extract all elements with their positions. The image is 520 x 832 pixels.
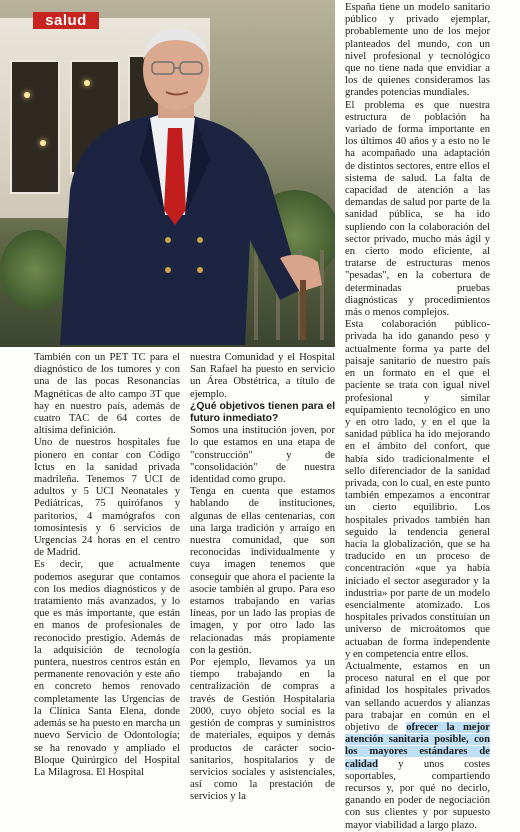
paragraph: Uno de nuestros hospitales fue pionero en contar con Código Ictus en la sanidad privada madrileña. Tenemos 7 UCI de adultos y 5 UCI Neonatales y Pediátricas, 75 quirófanos y paritorios, 4 mamógrafos con tomosíntesis y 6 servicios de Urgencias 24 horas en el centro de Madrid. bbox=[34, 437, 180, 559]
paragraph: Somos una institución joven, por lo que estamos en una etapa de "construcción" y de "consolidación" de nuestra identidad como grupo. bbox=[190, 425, 335, 486]
paragraph-text: Actualmente, estamos en un proceso natural en el que por afinidad los hospitales privados van sellando acuerdos y alianzas para trabajar en común en el objetivo de bbox=[345, 660, 490, 733]
paragraph: Tenga en cuenta que estamos hablando de instituciones, algunas de ellas centenarias, con una larga tradición y arraigo en nuestra comunidad, que son reconocidas individualmente y cuya imagen tenemos que conseguir que ahora el paciente la asocie también al grupo. Para eso estamos trabajando en varias líneas, por un lado las propias de imagen, y por otro lado las relacionadas más propiamente con la gestión. bbox=[190, 486, 335, 656]
article-column-3 bbox=[345, 2, 490, 832]
paragraph: España tiene un modelo sanitario público y privado ejemplar, probablemente uno de los mejor planteados del mundo, con un nivel profesional y tecnológico que no tiene nada que envidiar a los de quienes consideramos las grandes potencias mundiales. bbox=[345, 2, 490, 99]
paragraph: Esta colaboración público-privada ha ido ganando peso y actualmente forma ya parte del paisaje sanitario de nuestro país en un formato en el que el paciente se trata con igual nivel profesional y similar equipamiento tecnológico en uno y en otro lado, y en el que la sanidad pública ha ido mejorando en el ámbito del confort, que había sido tradicionalmente el sello diferenciador de la sanidad privada, con lo cual, en este punto también empezamos a encontrar un cierto equilibrio. Los hospitales privados también han seguido la tendencia general hacia la globalización, que se ha traducido en un proceso de concentración «que ya había iniciado el sector asegurador y la industria» por parte de un modelo esencialmente atomizado. Los hospitales privados constituían un universo de microátomos que actuaban de forma independente y en competencia entre ellos. bbox=[345, 319, 490, 660]
paragraph-last bbox=[345, 661, 490, 832]
paragraph: Por ejemplo, llevamos ya un tiempo trabajando en la centralización de compras a través de Gestión Hospitalaria 2000, cuyo objeto social es la gestión de compras y suministros de materiales, equipos y demás productos de carácter socio-sanitarios, hospitalarios y de servicios sociales y asistenciales, así como la prestación de servicios y la bbox=[190, 657, 335, 803]
article-column-2 bbox=[190, 352, 335, 804]
man-in-suit-illustration bbox=[0, 0, 335, 347]
paragraph: Es decir, que actualmente podemos asegurar que contamos con los medios diagnósticos y de tratamiento más avanzados, y lo que es más importante, que están en manos de profesionales de reconocido prestigio. Además de la adquisición de tecnología puntera, nuestros centros están en permanente renovación y este año en concreto hemos renovado completamente las Urgencias de la Clínica Santa Elena, donde además se ha puesto en marcha un nuevo Servicio de Odontología; se ha renovado y ampliado el Bloque Quirúrgico del Hospital La Milagrosa. El Hospital bbox=[34, 559, 180, 778]
paragraph: También con un PET TC para el diagnóstico de los tumores y con una de las pocas Resonancias Magnéticas de alto campo 3T que hay en nuestro país, además de cuatro TAC de 64 cortes de altísima definición. bbox=[34, 352, 180, 437]
interview-question: ¿Qué objetivos tienen para el futuro inmediato? bbox=[190, 400, 335, 425]
paragraph: nuestra Comunidad y el Hospital San Rafael ha puesto en servicio un Área Obstétrica, a título de ejemplo. bbox=[190, 352, 335, 400]
paragraph: El problema es que nuestra estructura de población ha variado de forma importante en los últimos 40 años y a esto no le ha acompañado una adaptación de distintos sectores, entre ellos el sistema de salud. La falta de capacidad de atención a las demandas de salud por parte de la sanidad pública, se ha ido supliendo con la colaboración del sector privado, mucho más ágil y en cierto modo eficiente, al tratarse de estructuras menos "pesadas", en la cobertura de determinadas pruebas diagnósticas y procedimientos más o menos complejos. bbox=[345, 99, 490, 319]
paragraph-text: y unos costes soportables, compartiendo recursos y, por qué no decirlo, ganando en poder de negociación con sus clientes y por supuesto mayor viabilidad a largo plazo. bbox=[345, 758, 490, 831]
highlighted-text: ofrecer la mejor atención sanitaria posible, con los mayores estándares de calidad bbox=[345, 721, 490, 770]
article-column-1 bbox=[34, 352, 180, 779]
portrait-photo bbox=[0, 0, 335, 347]
section-tag: salud bbox=[33, 12, 99, 29]
